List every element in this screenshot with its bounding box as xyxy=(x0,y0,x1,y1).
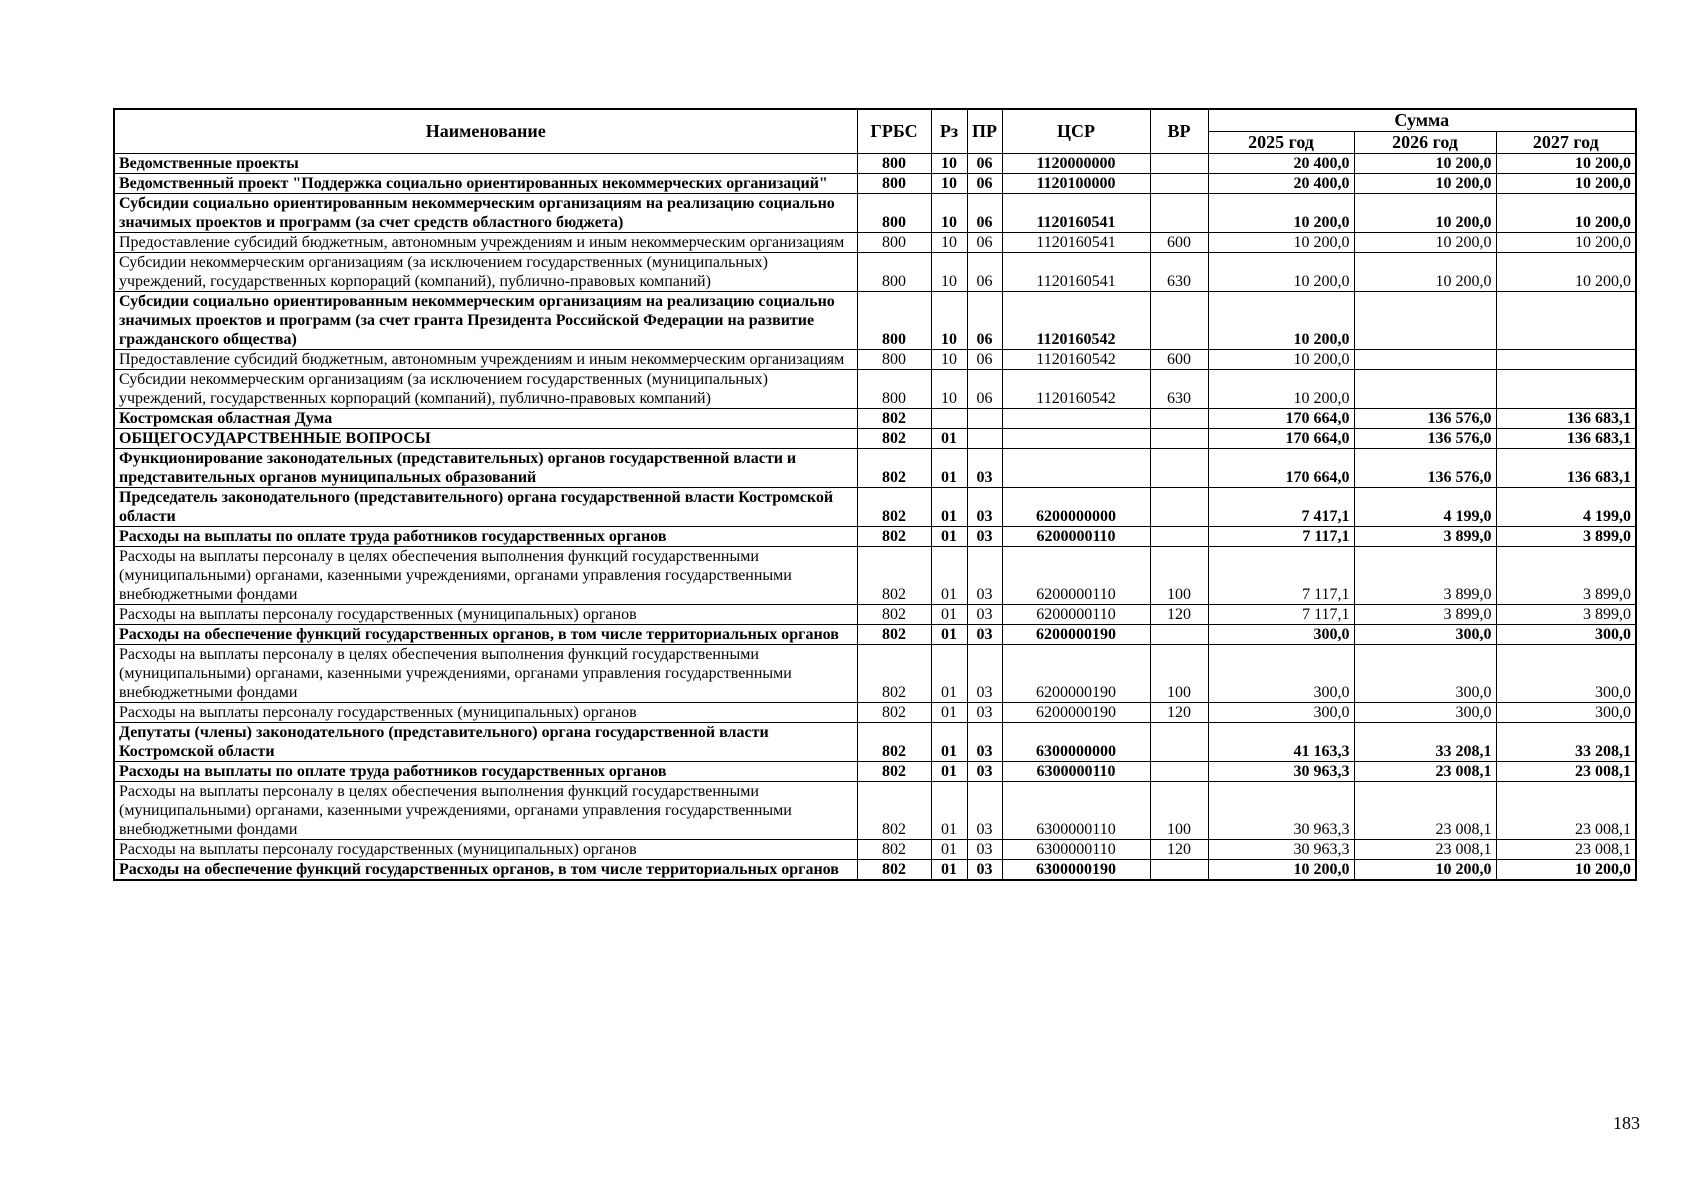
table-row xyxy=(114,350,1636,370)
cell-csr xyxy=(1002,429,1150,449)
cell-2025: 10 200,0 xyxy=(1208,292,1354,350)
cell-2027 xyxy=(1496,350,1636,370)
cell-rz: 01 xyxy=(931,527,967,547)
cell-pr: 06 xyxy=(967,154,1002,174)
cell-2026 xyxy=(1354,350,1496,370)
cell-name: Расходы на выплаты персоналу государственных (муниципальных) органов xyxy=(114,605,857,625)
cell-vr xyxy=(1150,292,1208,350)
cell-2026: 3 899,0 xyxy=(1354,547,1496,605)
header-sum: Сумма xyxy=(1208,109,1636,132)
cell-vr xyxy=(1150,488,1208,527)
cell-rz: 01 xyxy=(931,840,967,860)
cell-grbs: 800 xyxy=(857,292,931,350)
cell-2025: 300,0 xyxy=(1208,703,1354,723)
cell-pr xyxy=(967,429,1002,449)
cell-name: Расходы на обеспечение функций государственных органов, в том числе территориальных органов xyxy=(114,625,857,645)
cell-csr: 1120160542 xyxy=(1002,370,1150,409)
cell-2027: 10 200,0 xyxy=(1496,253,1636,292)
cell-vr xyxy=(1150,174,1208,194)
cell-grbs: 800 xyxy=(857,370,931,409)
budget-table xyxy=(113,108,1637,881)
cell-2025: 10 200,0 xyxy=(1208,350,1354,370)
cell-vr: 630 xyxy=(1150,253,1208,292)
cell-rz: 10 xyxy=(931,253,967,292)
cell-2026: 136 576,0 xyxy=(1354,409,1496,429)
cell-grbs: 802 xyxy=(857,527,931,547)
cell-grbs: 802 xyxy=(857,488,931,527)
cell-2026: 300,0 xyxy=(1354,703,1496,723)
header-row xyxy=(114,109,1636,132)
table-row xyxy=(114,233,1636,253)
cell-2025: 20 400,0 xyxy=(1208,174,1354,194)
cell-name: Депутаты (члены) законодательного (представительного) органа государственной власти Костромской области xyxy=(114,723,857,762)
cell-pr: 06 xyxy=(967,174,1002,194)
table-body xyxy=(114,154,1636,881)
cell-2025: 7 117,1 xyxy=(1208,547,1354,605)
cell-2025: 10 200,0 xyxy=(1208,194,1354,233)
cell-csr xyxy=(1002,449,1150,488)
cell-2025: 10 200,0 xyxy=(1208,860,1354,881)
cell-2027: 10 200,0 xyxy=(1496,860,1636,881)
cell-rz: 01 xyxy=(931,488,967,527)
cell-grbs: 800 xyxy=(857,194,931,233)
cell-2025: 30 963,3 xyxy=(1208,840,1354,860)
table-row xyxy=(114,547,1636,605)
cell-2027 xyxy=(1496,370,1636,409)
cell-2027 xyxy=(1496,292,1636,350)
cell-2025: 30 963,3 xyxy=(1208,782,1354,840)
cell-2025: 170 664,0 xyxy=(1208,409,1354,429)
cell-2026 xyxy=(1354,292,1496,350)
cell-pr: 06 xyxy=(967,370,1002,409)
cell-pr: 06 xyxy=(967,253,1002,292)
cell-2026: 300,0 xyxy=(1354,645,1496,703)
cell-rz: 10 xyxy=(931,174,967,194)
cell-name: Расходы на выплаты по оплате труда работников государственных органов xyxy=(114,527,857,547)
table-row xyxy=(114,449,1636,488)
header-vr: ВР xyxy=(1150,109,1208,154)
cell-2025: 20 400,0 xyxy=(1208,154,1354,174)
cell-csr: 1120160541 xyxy=(1002,253,1150,292)
table-row xyxy=(114,194,1636,233)
table-row xyxy=(114,429,1636,449)
cell-csr: 1120160542 xyxy=(1002,292,1150,350)
cell-rz: 01 xyxy=(931,429,967,449)
header-year-2026: 2026 год xyxy=(1354,132,1496,154)
cell-vr xyxy=(1150,409,1208,429)
cell-csr: 6200000000 xyxy=(1002,488,1150,527)
cell-pr: 03 xyxy=(967,703,1002,723)
cell-csr: 6300000190 xyxy=(1002,860,1150,881)
cell-rz: 01 xyxy=(931,782,967,840)
cell-rz: 10 xyxy=(931,194,967,233)
cell-2027: 23 008,1 xyxy=(1496,782,1636,840)
cell-grbs: 800 xyxy=(857,154,931,174)
cell-rz xyxy=(931,409,967,429)
cell-vr xyxy=(1150,860,1208,881)
cell-grbs: 802 xyxy=(857,449,931,488)
cell-2027: 3 899,0 xyxy=(1496,527,1636,547)
cell-2026: 23 008,1 xyxy=(1354,840,1496,860)
cell-pr: 06 xyxy=(967,292,1002,350)
cell-vr: 630 xyxy=(1150,370,1208,409)
cell-2026: 10 200,0 xyxy=(1354,860,1496,881)
cell-csr: 1120100000 xyxy=(1002,174,1150,194)
cell-rz: 01 xyxy=(931,762,967,782)
cell-2025: 7 417,1 xyxy=(1208,488,1354,527)
cell-2026: 23 008,1 xyxy=(1354,782,1496,840)
table-row xyxy=(114,703,1636,723)
cell-pr: 06 xyxy=(967,350,1002,370)
header-rz: Рз xyxy=(931,109,967,154)
table-row xyxy=(114,723,1636,762)
table-row xyxy=(114,625,1636,645)
cell-2025: 30 963,3 xyxy=(1208,762,1354,782)
cell-rz: 01 xyxy=(931,605,967,625)
cell-vr: 600 xyxy=(1150,233,1208,253)
cell-grbs: 802 xyxy=(857,703,931,723)
cell-csr: 6200000110 xyxy=(1002,547,1150,605)
cell-vr: 100 xyxy=(1150,547,1208,605)
cell-grbs: 802 xyxy=(857,723,931,762)
cell-grbs: 802 xyxy=(857,782,931,840)
header-year-2025: 2025 год xyxy=(1208,132,1354,154)
table-row xyxy=(114,762,1636,782)
cell-rz: 10 xyxy=(931,350,967,370)
table-row xyxy=(114,840,1636,860)
cell-2026: 136 576,0 xyxy=(1354,449,1496,488)
cell-2025: 41 163,3 xyxy=(1208,723,1354,762)
cell-name: Расходы на выплаты персоналу в целях обеспечения выполнения функций государственными (муниципальными) органами, казенными учреждениями, органами управления государственными внебюджетными фондами xyxy=(114,782,857,840)
cell-2027: 300,0 xyxy=(1496,645,1636,703)
cell-csr: 6200000190 xyxy=(1002,625,1150,645)
cell-name: Расходы на выплаты персоналу государственных (муниципальных) органов xyxy=(114,703,857,723)
cell-vr: 600 xyxy=(1150,350,1208,370)
cell-2027: 136 683,1 xyxy=(1496,429,1636,449)
table-row xyxy=(114,370,1636,409)
cell-pr: 03 xyxy=(967,605,1002,625)
cell-name: Ведомственный проект "Поддержка социально ориентированных некоммерческих организаций" xyxy=(114,174,857,194)
cell-2025: 300,0 xyxy=(1208,645,1354,703)
cell-grbs: 800 xyxy=(857,233,931,253)
cell-2027: 23 008,1 xyxy=(1496,762,1636,782)
cell-vr xyxy=(1150,762,1208,782)
cell-2026: 10 200,0 xyxy=(1354,194,1496,233)
cell-2025: 7 117,1 xyxy=(1208,527,1354,547)
cell-name: Расходы на обеспечение функций государственных органов, в том числе территориальных органов xyxy=(114,860,857,881)
cell-csr: 1120000000 xyxy=(1002,154,1150,174)
cell-csr: 6200000190 xyxy=(1002,645,1150,703)
cell-grbs: 802 xyxy=(857,762,931,782)
cell-2027: 33 208,1 xyxy=(1496,723,1636,762)
header-csr: ЦСР xyxy=(1002,109,1150,154)
header-pr: ПР xyxy=(967,109,1002,154)
cell-grbs: 800 xyxy=(857,253,931,292)
table-row xyxy=(114,253,1636,292)
cell-2025: 10 200,0 xyxy=(1208,370,1354,409)
cell-vr: 120 xyxy=(1150,840,1208,860)
cell-csr: 6200000110 xyxy=(1002,527,1150,547)
cell-vr: 100 xyxy=(1150,782,1208,840)
cell-name: Предоставление субсидий бюджетным, автономным учреждениям и иным некоммерческим организациям xyxy=(114,350,857,370)
cell-2027: 23 008,1 xyxy=(1496,840,1636,860)
cell-csr: 6200000190 xyxy=(1002,703,1150,723)
cell-vr xyxy=(1150,527,1208,547)
cell-2027: 3 899,0 xyxy=(1496,605,1636,625)
cell-name: Расходы на выплаты персоналу государственных (муниципальных) органов xyxy=(114,840,857,860)
table-row xyxy=(114,292,1636,350)
cell-rz: 10 xyxy=(931,233,967,253)
cell-name: Председатель законодательного (представительного) органа государственной власти Костромской области xyxy=(114,488,857,527)
cell-2026 xyxy=(1354,370,1496,409)
cell-2026: 3 899,0 xyxy=(1354,527,1496,547)
cell-name: Костромская областная Дума xyxy=(114,409,857,429)
cell-2026: 10 200,0 xyxy=(1354,174,1496,194)
cell-2025: 170 664,0 xyxy=(1208,429,1354,449)
cell-grbs: 800 xyxy=(857,350,931,370)
cell-2026: 300,0 xyxy=(1354,625,1496,645)
cell-2026: 23 008,1 xyxy=(1354,762,1496,782)
cell-grbs: 802 xyxy=(857,645,931,703)
cell-vr xyxy=(1150,625,1208,645)
cell-csr: 6200000110 xyxy=(1002,605,1150,625)
table-row xyxy=(114,409,1636,429)
cell-csr: 6300000110 xyxy=(1002,840,1150,860)
table-row xyxy=(114,645,1636,703)
cell-name: Субсидии социально ориентированным некоммерческим организациям на реализацию социально значимых проектов и программ (за счет гранта Президента Российской Федерации на развитие гражданского общества) xyxy=(114,292,857,350)
cell-name: Расходы на выплаты персоналу в целях обеспечения выполнения функций государственными (муниципальными) органами, казенными учреждениями, органами управления государственными внебюджетными фондами xyxy=(114,645,857,703)
cell-2027: 136 683,1 xyxy=(1496,449,1636,488)
cell-pr: 06 xyxy=(967,194,1002,233)
cell-name: ОБЩЕГОСУДАРСТВЕННЫЕ ВОПРОСЫ xyxy=(114,429,857,449)
cell-rz: 01 xyxy=(931,547,967,605)
cell-2025: 10 200,0 xyxy=(1208,233,1354,253)
cell-name: Расходы на выплаты персоналу в целях обеспечения выполнения функций государственными (муниципальными) органами, казенными учреждениями, органами управления государственными внебюджетными фондами xyxy=(114,547,857,605)
cell-vr: 120 xyxy=(1150,605,1208,625)
cell-grbs: 800 xyxy=(857,174,931,194)
cell-name: Предоставление субсидий бюджетным, автономным учреждениям и иным некоммерческим организациям xyxy=(114,233,857,253)
cell-rz: 01 xyxy=(931,860,967,881)
table-row xyxy=(114,527,1636,547)
header-name: Наименование xyxy=(114,109,857,154)
cell-name: Ведомственные проекты xyxy=(114,154,857,174)
cell-2027: 10 200,0 xyxy=(1496,194,1636,233)
cell-rz: 01 xyxy=(931,449,967,488)
cell-2025: 300,0 xyxy=(1208,625,1354,645)
cell-vr xyxy=(1150,154,1208,174)
cell-vr: 120 xyxy=(1150,703,1208,723)
cell-rz: 01 xyxy=(931,625,967,645)
table-row xyxy=(114,174,1636,194)
cell-rz: 01 xyxy=(931,645,967,703)
page-number: 183 xyxy=(1613,1113,1640,1133)
header-grbs: ГРБС xyxy=(857,109,931,154)
cell-grbs: 802 xyxy=(857,605,931,625)
cell-pr: 03 xyxy=(967,625,1002,645)
table-row xyxy=(114,154,1636,174)
cell-pr: 03 xyxy=(967,723,1002,762)
header-year-2027: 2027 год xyxy=(1496,132,1636,154)
cell-pr: 03 xyxy=(967,488,1002,527)
cell-2027: 3 899,0 xyxy=(1496,547,1636,605)
cell-2026: 10 200,0 xyxy=(1354,253,1496,292)
cell-name: Субсидии социально ориентированным некоммерческим организациям на реализацию социально значимых проектов и программ (за счет средств областного бюджета) xyxy=(114,194,857,233)
table-row xyxy=(114,782,1636,840)
cell-2027: 4 199,0 xyxy=(1496,488,1636,527)
cell-pr: 03 xyxy=(967,860,1002,881)
cell-2027: 136 683,1 xyxy=(1496,409,1636,429)
cell-name: Субсидии некоммерческим организациям (за исключением государственных (муниципальных) учреждений, государственных корпораций (компаний), публично-правовых компаний) xyxy=(114,370,857,409)
cell-2026: 10 200,0 xyxy=(1354,233,1496,253)
cell-vr xyxy=(1150,723,1208,762)
cell-name: Функционирование законодательных (представительных) органов государственной власти и представительных органов муниципальных образований xyxy=(114,449,857,488)
cell-pr: 03 xyxy=(967,782,1002,840)
cell-pr: 03 xyxy=(967,762,1002,782)
cell-csr: 6300000110 xyxy=(1002,782,1150,840)
cell-grbs: 802 xyxy=(857,860,931,881)
cell-grbs: 802 xyxy=(857,840,931,860)
cell-2027: 10 200,0 xyxy=(1496,154,1636,174)
cell-pr: 03 xyxy=(967,527,1002,547)
cell-2027: 300,0 xyxy=(1496,703,1636,723)
table-header xyxy=(114,109,1636,154)
cell-2025: 10 200,0 xyxy=(1208,253,1354,292)
cell-pr: 03 xyxy=(967,449,1002,488)
cell-csr: 6300000110 xyxy=(1002,762,1150,782)
cell-pr: 03 xyxy=(967,645,1002,703)
table-row xyxy=(114,605,1636,625)
cell-rz: 01 xyxy=(931,703,967,723)
cell-grbs: 802 xyxy=(857,429,931,449)
cell-2027: 300,0 xyxy=(1496,625,1636,645)
cell-2026: 33 208,1 xyxy=(1354,723,1496,762)
cell-pr xyxy=(967,409,1002,429)
cell-rz: 10 xyxy=(931,154,967,174)
cell-grbs: 802 xyxy=(857,409,931,429)
cell-2025: 170 664,0 xyxy=(1208,449,1354,488)
cell-grbs: 802 xyxy=(857,625,931,645)
cell-vr: 100 xyxy=(1150,645,1208,703)
cell-pr: 06 xyxy=(967,233,1002,253)
cell-2025: 7 117,1 xyxy=(1208,605,1354,625)
cell-rz: 10 xyxy=(931,292,967,350)
cell-name: Расходы на выплаты по оплате труда работников государственных органов xyxy=(114,762,857,782)
cell-csr: 1120160541 xyxy=(1002,233,1150,253)
cell-pr: 03 xyxy=(967,547,1002,605)
cell-pr: 03 xyxy=(967,840,1002,860)
cell-vr xyxy=(1150,429,1208,449)
cell-2027: 10 200,0 xyxy=(1496,174,1636,194)
cell-rz: 01 xyxy=(931,723,967,762)
cell-vr xyxy=(1150,194,1208,233)
cell-csr xyxy=(1002,409,1150,429)
table-row xyxy=(114,860,1636,881)
table-row xyxy=(114,488,1636,527)
cell-grbs: 802 xyxy=(857,547,931,605)
cell-csr: 6300000000 xyxy=(1002,723,1150,762)
cell-rz: 10 xyxy=(931,370,967,409)
cell-2026: 4 199,0 xyxy=(1354,488,1496,527)
cell-csr: 1120160542 xyxy=(1002,350,1150,370)
cell-csr: 1120160541 xyxy=(1002,194,1150,233)
cell-2026: 10 200,0 xyxy=(1354,154,1496,174)
cell-vr xyxy=(1150,449,1208,488)
cell-2026: 136 576,0 xyxy=(1354,429,1496,449)
cell-2027: 10 200,0 xyxy=(1496,233,1636,253)
cell-2026: 3 899,0 xyxy=(1354,605,1496,625)
cell-name: Субсидии некоммерческим организациям (за исключением государственных (муниципальных) учреждений, государственных корпораций (компаний), публично-правовых компаний) xyxy=(114,253,857,292)
